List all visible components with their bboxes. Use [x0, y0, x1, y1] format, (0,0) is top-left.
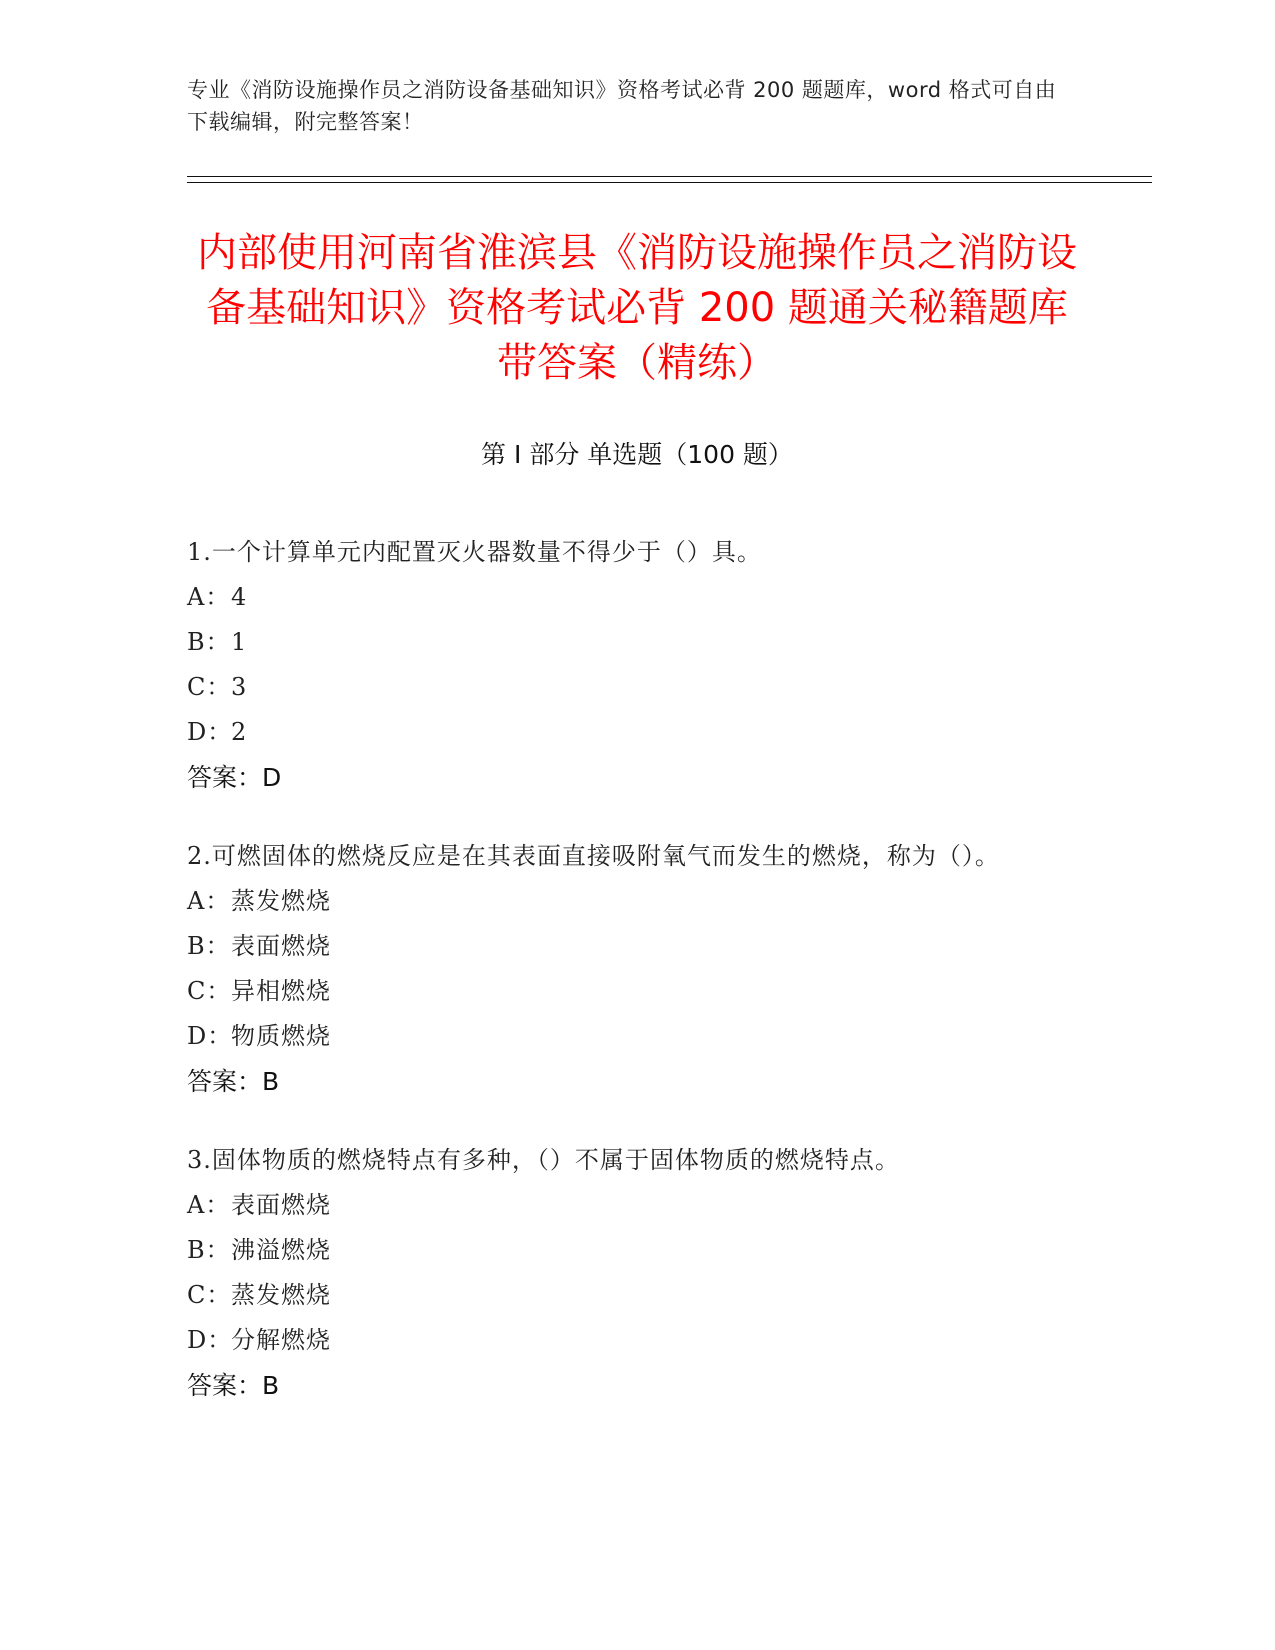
answer-line: 答案：B	[187, 1371, 280, 1400]
option-a	[187, 879, 1067, 924]
answer-line: 答案：D	[187, 763, 282, 792]
option-text: 物质燃烧	[231, 1022, 331, 1050]
option-letter: D：	[187, 718, 233, 746]
option-letter: A：	[187, 887, 231, 915]
option-letter: B：	[187, 1236, 231, 1264]
question-list	[187, 530, 1067, 1442]
option-text: 分解燃烧	[231, 1326, 331, 1354]
option-letter: B：	[187, 932, 231, 960]
question-1	[187, 530, 1067, 800]
option-c	[187, 665, 1067, 710]
option-letter: C：	[187, 673, 232, 701]
option-c	[187, 969, 1067, 1014]
option-b	[187, 924, 1067, 969]
option-text: 沸溢燃烧	[231, 1236, 331, 1264]
answer-line: 答案：B	[187, 1067, 280, 1096]
option-c	[187, 1273, 1067, 1318]
header-divider-bottom	[187, 182, 1152, 183]
header-divider-top	[187, 176, 1152, 177]
option-letter: A：	[187, 583, 231, 611]
option-letter: C：	[187, 977, 232, 1005]
option-letter: D：	[187, 1326, 233, 1354]
option-text: 1	[231, 628, 248, 656]
question-stem: 1.一个计算单元内配置灭火器数量不得少于（）具。	[187, 538, 762, 566]
option-d	[187, 1318, 1067, 1363]
option-text: 异相燃烧	[231, 977, 331, 1005]
question-stem: 3.固体物质的燃烧特点有多种，（）不属于固体物质的燃烧特点。	[187, 1146, 900, 1174]
question-2	[187, 834, 1067, 1104]
option-text: 表面燃烧	[231, 932, 331, 960]
question-stem: 2.可燃固体的燃烧反应是在其表面直接吸附氧气而发生的燃烧，称为（）。	[187, 842, 1000, 870]
option-b	[187, 1228, 1067, 1273]
option-text: 蒸发燃烧	[231, 887, 331, 915]
document-title: 内部使用河南省淮滨县《消防设施操作员之消防设备基础知识》资格考试必背 200 题通关秘籍题库带答案（精练）	[197, 230, 1077, 386]
option-text: 3	[231, 673, 248, 701]
option-b	[187, 620, 1067, 665]
header-note: 专业《消防设施操作员之消防设备基础知识》资格考试必背 200 题题库，word 格式可自由下载编辑，附完整答案！	[187, 78, 1057, 134]
option-text: 蒸发燃烧	[231, 1281, 331, 1309]
section-title: 第 I 部分 单选题（100 题）	[481, 440, 793, 469]
option-a	[187, 1183, 1067, 1228]
option-text: 4	[231, 583, 248, 611]
option-d	[187, 710, 1067, 755]
option-a	[187, 575, 1067, 620]
option-letter: A：	[187, 1191, 231, 1219]
option-text: 表面燃烧	[231, 1191, 331, 1219]
option-text: 2	[231, 718, 248, 746]
option-letter: D：	[187, 1022, 233, 1050]
option-letter: B：	[187, 628, 231, 656]
question-3	[187, 1138, 1067, 1408]
option-d	[187, 1014, 1067, 1059]
option-letter: C：	[187, 1281, 232, 1309]
